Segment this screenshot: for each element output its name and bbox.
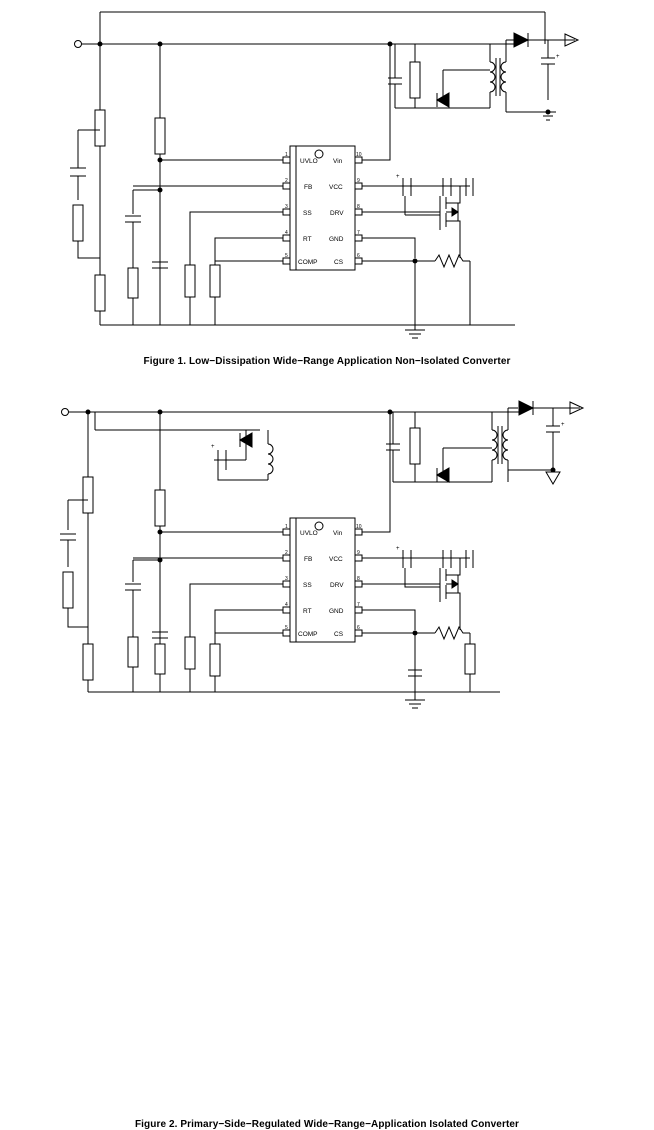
resistor-sense [465, 644, 475, 674]
resistor-snubber [410, 62, 420, 98]
figure-1-caption: Figure 1. Low−Dissipation Wide−Range Application Non−Isolated Converter [143, 356, 511, 367]
pin-label-vcc: VCC [329, 184, 343, 191]
pin-number-5: 5 [285, 625, 288, 631]
resistor-r6 [155, 644, 165, 674]
resistor-r2 [95, 275, 105, 311]
resistor-snubber [410, 428, 420, 464]
resistor-r6 [185, 265, 195, 297]
pin-label-ss: SS [303, 210, 312, 217]
pin-label-gnd: GND [329, 608, 344, 615]
resistor-r8 [210, 644, 220, 676]
figure-2-caption: Figure 2. Primary−Side−Regulated Wide−Range−Application Isolated Converter [134, 1119, 520, 1130]
pin-number-4: 4 [285, 602, 288, 608]
pin-number-5: 5 [285, 253, 288, 259]
junction-dot [388, 410, 392, 414]
pin-label-cs: CS [334, 259, 344, 266]
input-terminal [75, 41, 82, 48]
figure-1-schematic [0, 0, 654, 350]
output-polarity-plus: + [556, 54, 560, 60]
pin-number-9: 9 [357, 550, 360, 556]
output-polarity-plus: + [561, 422, 565, 428]
pin-number-10: 10 [356, 152, 362, 158]
pin-label-vin: Vin [333, 158, 343, 165]
vcc-cap-plus: + [396, 546, 400, 552]
pin-label-gnd: GND [329, 236, 344, 243]
pin-number-9: 9 [357, 178, 360, 184]
pin-number-1: 1 [285, 152, 288, 158]
junction-dot [158, 42, 162, 46]
pin-number-10: 10 [356, 524, 362, 530]
pin-number-6: 6 [357, 253, 360, 259]
junction-dot [158, 530, 162, 534]
figure-1 [0, 0, 654, 380]
figure-2-schematic [0, 382, 654, 732]
resistor-r3 [155, 490, 165, 526]
resistor-r1 [83, 477, 93, 513]
resistor-r2 [83, 644, 93, 680]
pin-label-cs: CS [334, 631, 344, 638]
junction-dot [551, 468, 555, 472]
pin-number-7: 7 [357, 230, 360, 236]
pin-number-1: 1 [285, 524, 288, 530]
resistor-r4 [63, 572, 73, 608]
resistor-r7 [185, 637, 195, 669]
resistor-r3 [73, 205, 83, 241]
cap-polarity-plus: + [396, 174, 400, 180]
junction-dot [158, 188, 162, 192]
resistor-r5 [128, 268, 138, 298]
pin-label-drv: DRV [330, 210, 344, 217]
resistor-r1 [95, 110, 105, 146]
pin-number-8: 8 [357, 204, 360, 210]
junction-dot [158, 158, 162, 162]
resistor-r4 [155, 118, 165, 154]
pin-label-rt: RT [303, 236, 312, 243]
pin-number-8: 8 [357, 576, 360, 582]
pin-label-ss: SS [303, 582, 312, 589]
pin-label-vcc: VCC [329, 556, 343, 563]
junction-dot [158, 410, 162, 414]
figure-2 [0, 382, 654, 1130]
pin-number-2: 2 [285, 550, 288, 556]
junction-dot [98, 42, 102, 46]
pin-number-3: 3 [285, 576, 288, 582]
pin-label-drv: DRV [330, 582, 344, 589]
pin-label-uvlo: UVLO [300, 530, 318, 537]
pin-number-7: 7 [357, 602, 360, 608]
junction-dot [86, 410, 90, 414]
pin-label-comp: COMP [298, 259, 318, 266]
junction-dot [158, 558, 162, 562]
pin-label-comp: COMP [298, 631, 318, 638]
pin-label-uvlo: UVLO [300, 158, 318, 165]
pin-label-rt: RT [303, 608, 312, 615]
input-terminal [62, 409, 69, 416]
resistor-r5 [128, 637, 138, 667]
pin-number-6: 6 [357, 625, 360, 631]
snubber-cap-plus: + [211, 444, 215, 450]
pin-number-3: 3 [285, 204, 288, 210]
pin-label-fb: FB [304, 184, 313, 191]
resistor-r7 [210, 265, 220, 297]
pin-number-2: 2 [285, 178, 288, 184]
pin-label-vin: Vin [333, 530, 343, 537]
pin-label-fb: FB [304, 556, 313, 563]
pin-number-4: 4 [285, 230, 288, 236]
